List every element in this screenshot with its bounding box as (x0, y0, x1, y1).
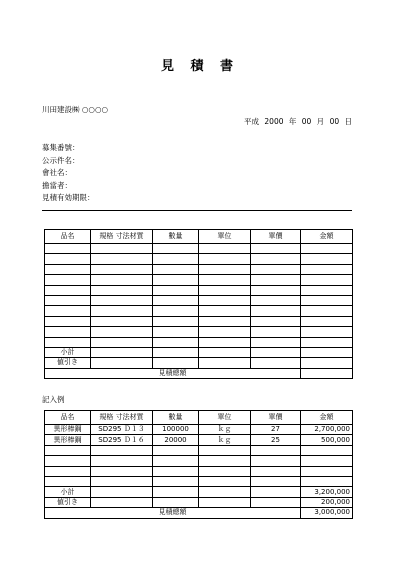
col-header-unit-price: 單價 (251, 230, 301, 244)
field-company-name: 會社名： (42, 168, 72, 177)
field-project-name: 公示件名： (42, 155, 80, 165)
table-row (45, 337, 353, 347)
table-header-row (45, 411, 353, 425)
col-header-unit: 單位 (199, 230, 251, 244)
estimate-table (44, 229, 353, 379)
col-header-spec: 規格 寸法材質 (91, 230, 153, 244)
header-fields (42, 142, 95, 205)
col-header-unit-price: 單價 (251, 411, 301, 425)
issue-date: 平成 2000 年 00 月 00 日 (244, 117, 352, 126)
field-person-in-charge: 擔當者： (42, 180, 72, 190)
total-label: 見積總額 (45, 508, 301, 518)
example-label: 記入例 (42, 395, 65, 404)
discount-amount: 200,000 (301, 497, 353, 507)
col-header-unit: 單位 (199, 411, 251, 425)
subtotal-row (45, 487, 353, 497)
col-header-amount: 金額 (301, 230, 353, 244)
subtotal-row (45, 347, 353, 357)
subtotal-label: 小計 (45, 487, 91, 497)
table-row (45, 285, 353, 295)
discount-label: 値引き (45, 497, 91, 507)
document-title: 見 積 書 (160, 59, 240, 74)
col-header-amount: 金額 (301, 411, 353, 425)
discount-row (45, 497, 353, 507)
col-header-quantity: 數量 (153, 230, 199, 244)
table-row (45, 456, 353, 466)
table-row (45, 476, 353, 486)
total-row (45, 368, 353, 378)
col-header-quantity: 數量 (153, 411, 199, 425)
total-label: 見積總額 (45, 368, 301, 378)
table-row (45, 327, 353, 337)
total-amount: 3,000,000 (301, 508, 353, 518)
total-row (45, 508, 353, 518)
subtotal-label: 小計 (45, 347, 91, 357)
col-header-spec: 規格 寸法材質 (91, 411, 153, 425)
table-row (45, 306, 353, 316)
col-header-item: 品名 (45, 230, 91, 244)
table-row: 異形棒鋼 SD295 Ｄ１３ 100000 ｋｇ 27 2,700,000 (45, 425, 353, 435)
table-row (45, 445, 353, 455)
field-recruit-number: 募集番號： (42, 143, 80, 152)
example-table (44, 410, 353, 519)
table-row (45, 295, 353, 305)
table-row (45, 254, 353, 264)
table-row (45, 275, 353, 285)
table-row: 異形棒鋼 SD295 Ｄ１６ 20000 ｋｇ 25 500,000 (45, 435, 353, 445)
table-row (45, 244, 353, 254)
discount-row (45, 358, 353, 368)
table-row (45, 264, 353, 274)
table-row (45, 466, 353, 476)
col-header-item: 品名 (45, 411, 91, 425)
addressee: 川田建設㈱ ○○○○ (42, 105, 109, 114)
field-validity-period: 見積有効期限： (42, 193, 95, 202)
discount-label: 値引き (45, 358, 91, 368)
table-header-row (45, 230, 353, 244)
subtotal-amount: 3,200,000 (301, 487, 353, 497)
table-row (45, 316, 353, 326)
header-divider (42, 210, 352, 211)
